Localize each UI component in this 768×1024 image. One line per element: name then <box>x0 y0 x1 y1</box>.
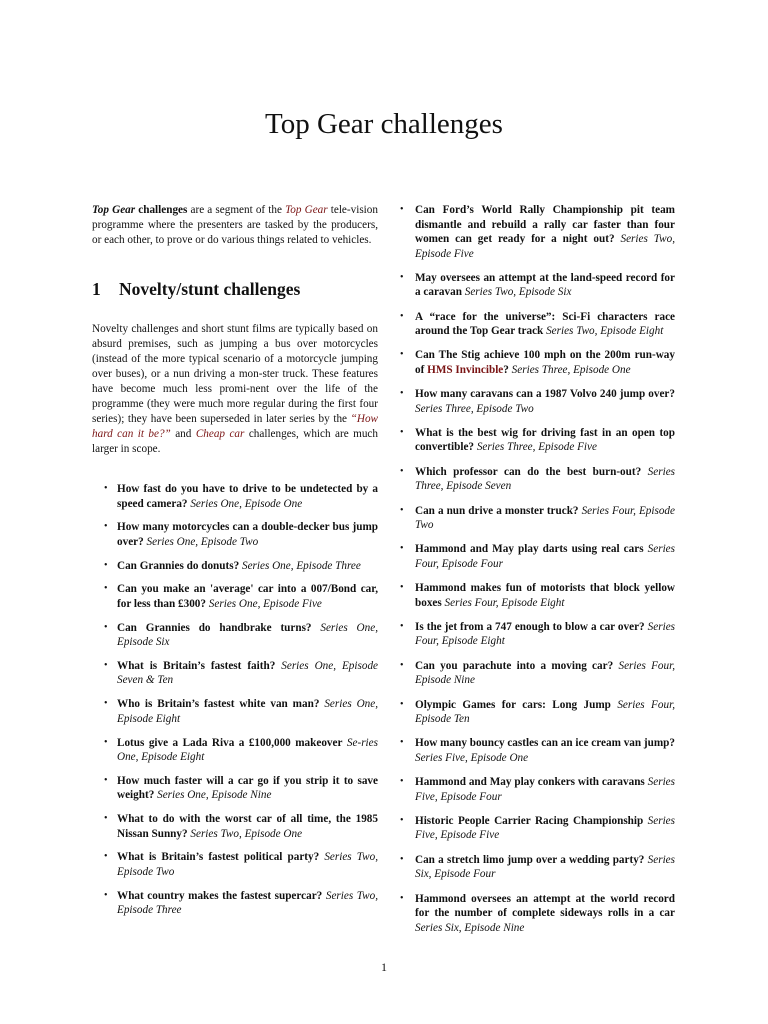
list-item <box>398 698 675 727</box>
list-item <box>104 850 378 879</box>
episode-reference: Series Two, Episode Eight <box>546 325 664 338</box>
list-item <box>104 697 379 726</box>
bullet-icon: • <box>104 774 108 786</box>
episode-reference: Series Two, Episode Two <box>117 851 378 878</box>
challenge-question: What is the best wig for driving fast in an open top convertible? <box>415 426 675 454</box>
bullet-icon: • <box>104 659 108 671</box>
challenge-question-text: Can The Stig achieve 100 mph on the 200m run-way of <box>415 349 675 376</box>
bullet-icon: • <box>400 465 404 477</box>
bullet-icon: • <box>104 583 108 595</box>
episode-reference: Series One, Episode Eight <box>117 698 379 725</box>
list-item <box>398 736 675 765</box>
episode-reference: Series Four, Episode Nine <box>415 659 676 687</box>
bullet-icon: • <box>400 853 404 865</box>
bullet-icon: • <box>104 889 108 901</box>
bullet-icon: • <box>104 736 108 748</box>
how-hard-link[interactable]: “How hard can it be?” <box>92 413 378 440</box>
bullet-icon: • <box>400 310 404 322</box>
challenge-question: A “race for the universe”: Sci-Fi characters race around the Top Gear track <box>415 310 675 338</box>
challenge-question: How many bouncy castles can an ice cream van jump? <box>415 737 675 750</box>
list-item <box>398 659 675 688</box>
challenge-question: May oversees an attempt at the land-speed record for a caravan <box>415 271 675 299</box>
list-item <box>398 775 675 804</box>
episode-reference: Series Four, Episode Eight <box>444 596 565 609</box>
section-body <box>92 322 378 457</box>
episode-reference: Series One, Episode Nine <box>157 789 272 802</box>
section-body-end: challenges, which are much larger in scope. <box>92 428 378 455</box>
challenge-question: Historic People Carrier Racing Championship <box>415 814 644 827</box>
list-item <box>398 426 675 455</box>
episode-reference: Series Two, Episode Three <box>117 889 378 917</box>
bullet-icon: • <box>400 620 404 632</box>
challenge-question: Can Grannies do donuts? <box>117 559 240 572</box>
challenge-question: Lotus give a Lada Riva a £100,000 makeover <box>117 736 343 749</box>
list-item <box>398 814 675 843</box>
episode-reference: Series Six, Episode Four <box>415 853 675 881</box>
challenge-question: Is the jet from a 747 enough to blow a car over? <box>415 620 645 633</box>
list-item <box>104 582 378 611</box>
right-challenge-list <box>398 203 675 935</box>
bullet-icon: • <box>104 483 108 494</box>
bullet-icon: • <box>400 892 404 904</box>
bullet-icon: • <box>400 271 404 283</box>
list-item <box>104 889 378 918</box>
list-item <box>398 271 675 300</box>
episode-reference: Series Four, Episode Ten <box>415 698 675 726</box>
section-number: 1 <box>92 279 101 299</box>
section-title: Novelty/stunt challenges <box>119 279 301 299</box>
challenge-question: Can you make an 'average' car into a 007/Bond car, for less than £300? <box>117 583 378 610</box>
list-item <box>104 736 378 765</box>
intro-lead-rest: challenges <box>135 204 188 216</box>
bullet-icon: • <box>400 582 404 594</box>
episode-reference: Series Four, Episode Two <box>415 504 675 532</box>
episode-reference: Series Five, Episode One <box>415 751 529 764</box>
challenge-question: Who is Britain’s fastest white van man? <box>117 698 320 711</box>
list-item <box>104 520 378 549</box>
left-column <box>92 203 378 927</box>
bullet-icon: • <box>400 426 404 438</box>
list-item <box>398 892 675 936</box>
challenge-question: Hammond oversees an attempt at the world record for the number of complete sideways rolls in a car <box>415 892 675 920</box>
list-item <box>398 465 675 494</box>
bullet-icon: • <box>400 349 404 361</box>
challenge-question: Hammond and May play conkers with caravans <box>415 776 645 789</box>
intro-text-2: tele-vision programme where the presenters are tasked by the producers, or each other, to prove or do various things related to vehicles. <box>92 204 378 246</box>
challenge-question: What is Britain’s fastest faith? <box>117 659 276 672</box>
list-item <box>104 621 378 650</box>
bullet-icon: • <box>400 659 404 671</box>
section-body-text: Novelty challenges and short stunt films are typically based on absurd premises, such as jumping a bus over motorcycles (instead of the more typical scenario of a motorcycle jumping over buses), or a nun driving a mon-ster truck. These features have become much less promi-nent over the life of the programme (they were much more regular during the first four series); they have been superseded in later series by the <box>92 323 378 425</box>
page-title: Top Gear challenges <box>265 108 503 140</box>
section-heading <box>92 278 378 300</box>
bullet-icon: • <box>400 737 404 749</box>
challenge-question: How many motorcycles can a double-decker bus jump over? <box>117 521 378 548</box>
list-item <box>104 659 379 688</box>
challenge-question: What to do with the worst car of all time, the 1985 Nissan Sunny? <box>117 813 378 840</box>
challenge-question: Can you parachute into a moving car? <box>415 659 614 672</box>
episode-reference: Series One, Episode Two <box>146 535 259 548</box>
challenge-question: Can Ford’s World Rally Championship pit team dismantle and rebuild a rally car faster than four women can get ready for a night out? <box>415 204 675 245</box>
list-item <box>398 853 675 882</box>
bullet-icon: • <box>400 204 404 215</box>
list-item <box>398 581 675 610</box>
bullet-icon: • <box>104 621 108 633</box>
bullet-icon: • <box>104 521 108 533</box>
challenge-question: How fast do you have to drive to be undetected by a speed camera? <box>117 483 378 510</box>
episode-reference: Series Three, Episode One <box>511 363 631 376</box>
bullet-icon: • <box>104 851 108 863</box>
episode-reference: Series Three, Episode Seven <box>415 465 676 493</box>
left-challenge-list <box>92 482 378 918</box>
episode-reference: Series One, Episode Three <box>241 559 361 572</box>
list-item <box>104 559 378 574</box>
challenge-question: Which professor can do the best burn-out? <box>415 465 642 478</box>
challenge-question: Can a stretch limo jump over a wedding party? <box>415 853 645 866</box>
list-item <box>398 348 675 377</box>
list-item <box>398 310 675 339</box>
bullet-icon: • <box>104 559 108 571</box>
bullet-icon: • <box>104 698 108 710</box>
list-item <box>398 620 675 649</box>
challenge-question: Can Grannies do handbrake turns? <box>117 621 312 634</box>
episode-reference: Series Two, Episode Five <box>415 233 675 260</box>
episode-reference: Series One, Episode One <box>190 497 303 510</box>
episode-reference: Series Two, Episode Six <box>464 286 572 299</box>
list-item <box>398 542 675 571</box>
challenge-question: What country makes the fastest supercar? <box>117 889 323 902</box>
challenge-question: Can a nun drive a monster truck? <box>415 504 579 517</box>
bullet-icon: • <box>400 698 404 710</box>
section-body-and: and <box>170 428 196 440</box>
bullet-icon: • <box>400 504 404 516</box>
challenge-question: How much faster will a car go if you strip it to save weight? <box>117 774 378 802</box>
cheap-car-link[interactable]: Cheap car <box>195 428 245 440</box>
list-item <box>398 387 675 416</box>
challenge-question-text: ? <box>503 363 509 376</box>
episode-reference: Series Four, Episode Four <box>415 543 675 570</box>
list-item <box>104 482 378 511</box>
challenge-question: Olympic Games for cars: Long Jump <box>415 698 611 711</box>
intro-lead-italic: Top Gear <box>92 204 136 216</box>
episode-reference: Series One, Episode Six <box>117 621 378 649</box>
list-item <box>398 203 675 261</box>
hms-invincible-link[interactable]: HMS Invincible <box>427 363 504 376</box>
episode-reference: Series One, Episode Seven & Ten <box>117 659 379 687</box>
episode-reference: Series Two, Episode One <box>190 827 303 840</box>
list-item <box>398 504 675 533</box>
episode-reference: Se-ries One, Episode Eight <box>117 736 378 764</box>
bullet-icon: • <box>400 776 404 788</box>
episode-reference: Series Three, Episode Two <box>415 402 534 415</box>
challenge-question: How many caravans can a 1987 Volvo 240 jump over? <box>415 388 675 401</box>
episode-reference: Series Five, Episode Five <box>415 814 675 842</box>
list-item <box>104 812 378 841</box>
bullet-icon: • <box>104 813 108 825</box>
page-number: 1 <box>381 960 387 974</box>
challenge-question: Hammond makes fun of motorists that block yellow boxes <box>415 582 675 609</box>
episode-reference: Series One, Episode Five <box>208 597 322 610</box>
bullet-icon: • <box>400 814 404 826</box>
episode-reference: Series Six, Episode Nine <box>415 921 525 934</box>
challenge-question: Hammond and May play darts using real cars <box>415 543 644 556</box>
bullet-icon: • <box>400 388 404 400</box>
intro-paragraph <box>92 203 378 248</box>
bullet-icon: • <box>400 543 404 555</box>
right-column <box>398 203 675 945</box>
episode-reference: Series Five, Episode Four <box>415 776 675 803</box>
top-gear-link[interactable]: Top Gear <box>285 204 328 216</box>
intro-text-1: are a segment of the <box>187 204 286 216</box>
list-item <box>104 774 378 803</box>
episode-reference: Series Four, Episode Eight <box>415 620 676 648</box>
challenge-question: What is Britain’s fastest political party? <box>117 851 320 864</box>
episode-reference: Series Three, Episode Five <box>476 441 597 454</box>
